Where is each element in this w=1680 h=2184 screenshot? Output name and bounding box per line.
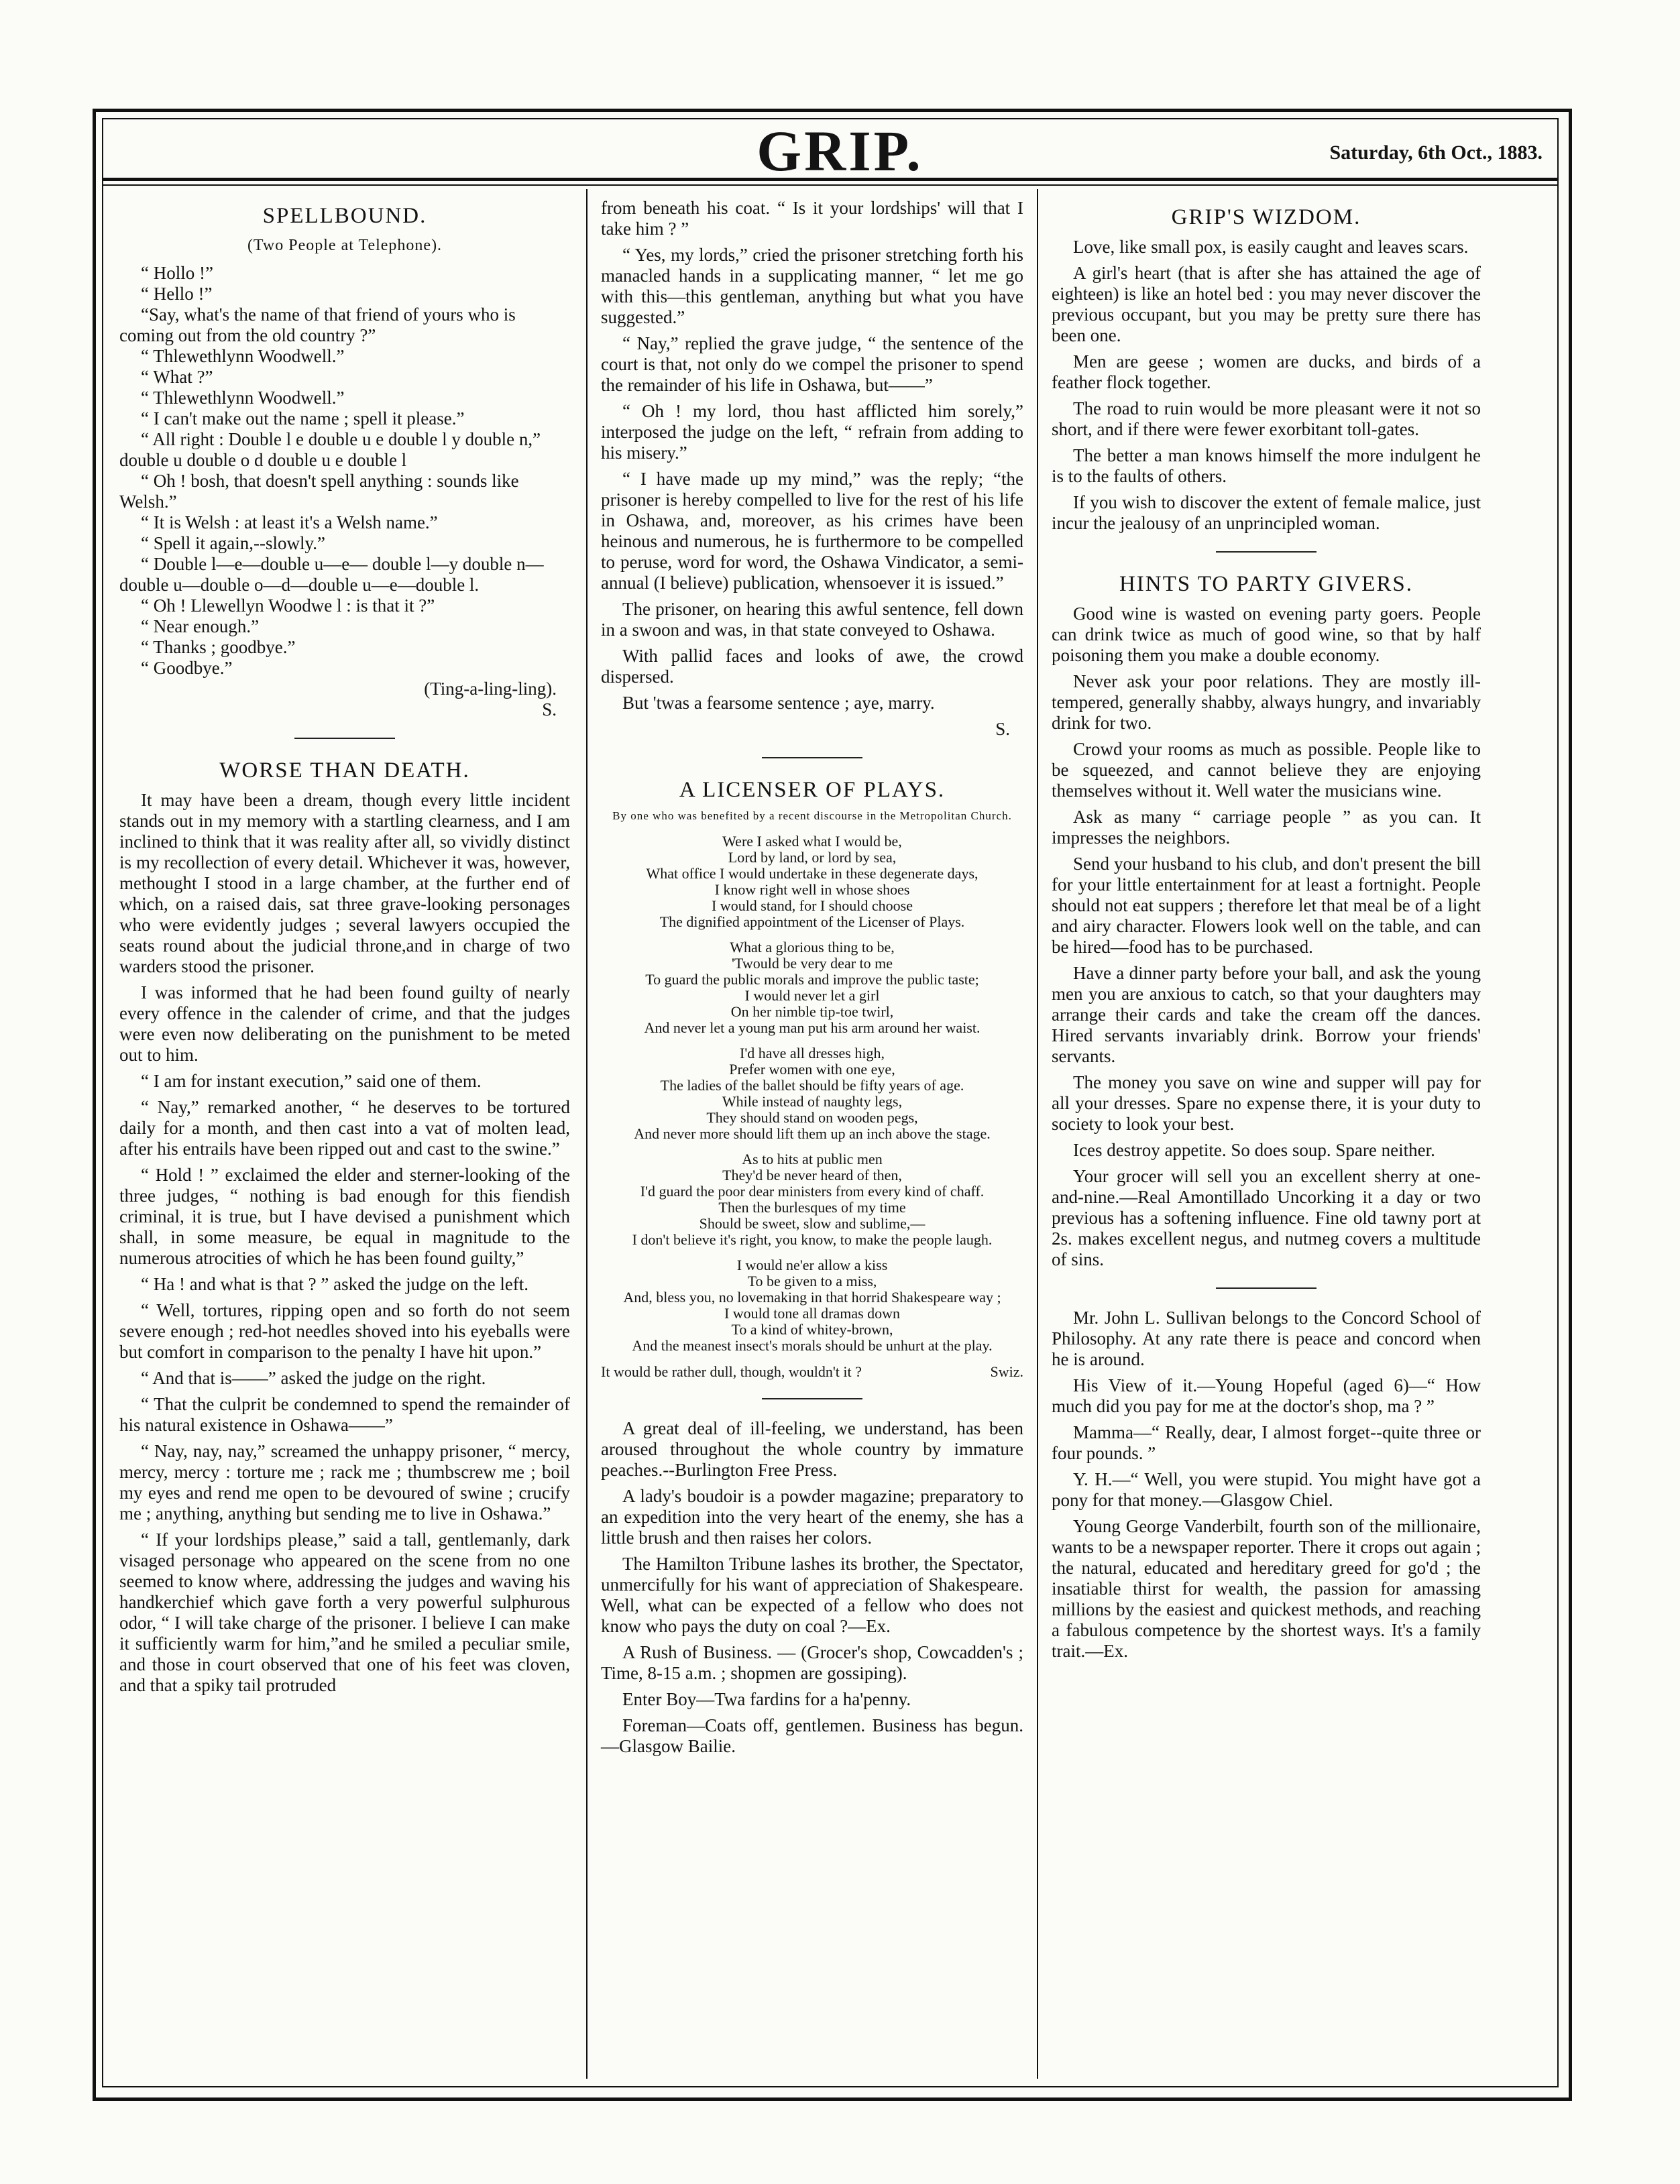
section-divider xyxy=(762,757,862,758)
poem-line: And the meanest insect's morals should be unhurt at the play. xyxy=(632,1337,993,1354)
paragraph: “ Hello !” xyxy=(141,284,213,304)
paragraph: Ices destroy appetite. So does soup. Spare neither. xyxy=(1073,1140,1435,1160)
paragraph: The prisoner, on hearing this awful sentence, fell down in a swoon and was, in that state conveyed to Oshawa. xyxy=(601,599,1023,640)
poem-line: I know right well in whose shoes xyxy=(714,881,910,898)
paragraph: “ I can't make out the name ; spell it please.” xyxy=(141,408,465,428)
poem-stanza xyxy=(601,939,1023,1036)
poem-line: Then the burlesques of my time xyxy=(718,1199,906,1216)
worse-body xyxy=(119,790,570,1696)
paragraph: But 'twas a fearsome sentence ; aye, marry. xyxy=(622,693,935,713)
column-rule-2 xyxy=(1037,189,1038,2079)
poem-stanza xyxy=(601,1045,1023,1142)
paragraph: Love, like small pox, is easily caught and leaves scars. xyxy=(1073,237,1469,257)
poem-line: Were I asked what I would be, xyxy=(722,833,902,850)
worse-title: WORSE THAN DEATH. xyxy=(219,758,470,783)
spellbound-tag: (Ting-a-ling-ling). xyxy=(424,679,557,699)
poem-line: They'd be never heard of then, xyxy=(722,1167,902,1184)
poem-line: On her nimble tip-toe twirl, xyxy=(730,1003,894,1020)
spellbound-title: SPELLBOUND. xyxy=(262,204,427,228)
paragraph: “ Oh ! Llewellyn Woodwe l : is that it ?” xyxy=(141,595,435,616)
paragraph: Send your husband to his club, and don't present the bill for your little entertainment for at least a fortnight. People should not eat suppers ; therefore let that meal be of a light and airy character. Flowers look well on the table, and can be hired—food has to be purchased. xyxy=(1052,854,1481,957)
masthead-title: GRIP. xyxy=(757,119,923,183)
paragraph: “ Ha ! and what is that ? ” asked the judge on the left. xyxy=(141,1274,529,1294)
paragraph: “ Thlewethlynn Woodwell.” xyxy=(141,346,345,366)
paragraph: Your grocer will sell you an excellent sherry at one-and-nine.—Real Amontillado Uncorking it a day or two previous has a softening influence. Fine old tawny port at 2s. makes excellent negus, and nutmeg covers a multitude of sins. xyxy=(1052,1166,1481,1269)
paragraph: “ Goodbye.” xyxy=(141,658,233,678)
section-divider xyxy=(762,1398,862,1399)
worse-signature: S. xyxy=(995,719,1010,739)
section-divider xyxy=(294,738,395,739)
paragraph: Enter Boy—Twa fardins for a ha'penny. xyxy=(622,1689,911,1709)
worse-continuation xyxy=(601,198,1023,713)
poem-line: I'd guard the poor dear ministers from every kind of chaff. xyxy=(640,1183,985,1200)
poem-line: And, bless you, no lovemaking in that horrid Shakespeare way ; xyxy=(623,1289,1001,1306)
poem-stanza xyxy=(601,834,1023,930)
poem-line: And never more should lift them up an inch above the stage. xyxy=(634,1125,991,1142)
licenser-subtitle: By one who was benefited by a recent discourse in the Metropolitan Church. xyxy=(612,809,1012,822)
licenser-poem xyxy=(601,834,1023,1354)
hints-title: HINTS TO PARTY GIVERS. xyxy=(1119,572,1414,596)
licenser-last-line xyxy=(601,1363,1023,1381)
paragraph: “ That the culprit be condemned to spend the remainder of his natural existence in Oshawa——” xyxy=(119,1394,570,1435)
licenser-closing-line: It would be rather dull, though, wouldn't it ? xyxy=(601,1363,862,1380)
paragraph: Mamma—“ Really, dear, I almost forget--quite three or four pounds. ” xyxy=(1052,1422,1481,1463)
paragraph: A great deal of ill-feeling, we understand, has been aroused throughout the whole country by immature peaches.--Burlington Free Press. xyxy=(601,1418,1023,1480)
paragraph: “ Nay, nay, nay,” screamed the unhappy prisoner, “ mercy, mercy, mercy : torture me ; rack me ; thumbscrew me ; boil my eyes and rend me open to be devoured of swine ; crucify me ; anything, anything but sending me to live in Oshawa.” xyxy=(119,1441,570,1524)
paragraph: The road to ruin would be more pleasant were it not so short, and if there were fewer exorbitant toll-gates. xyxy=(1052,398,1481,439)
column-2-paragraphs xyxy=(601,1418,1023,1757)
paragraph: “ Nay,” remarked another, “ he deserves to be tortured daily for a month, and then cast into a vat of molten lead, after his entrails have been ripped out and cast to the swine.” xyxy=(119,1097,570,1159)
paragraph: Good wine is wasted on evening party goers. People can drink twice as much of good wine, so that by half poisoning them you make a double economy. xyxy=(1052,604,1481,665)
paragraph: Young George Vanderbilt, fourth son of the millionaire, wants to be a newspaper reporter. There it crops out again ; the natural, educated and hereditary greed for go'd ; the insatiable thirst for wealth, the passion for amassing millions by the easiest and quickest methods, and reaching a fabulous competence by the shortest ways. It's a family trait.—Ex. xyxy=(1052,1516,1481,1661)
poem-line: I would ne'er allow a kiss xyxy=(736,1257,888,1273)
poem-line: I'd have all dresses high, xyxy=(740,1045,885,1061)
paragraph: “Say, what's the name of that friend of yours who is coming out from the old country ?” xyxy=(119,304,516,345)
paragraph: “ Nay,” replied the grave judge, “ the sentence of the court is that, not only do we compel the prisoner to spend the remainder of his life in Oshawa, but——” xyxy=(601,333,1023,395)
paragraph: Foreman—Coats off, gentlemen. Business has begun.—Glasgow Bailie. xyxy=(601,1715,1023,1756)
paragraph: “ If your lordships please,” said a tall, gentlemanly, dark visaged personage who appeared on the scene from no one seemed to know where, addressing the judges and waving his handkerchief which gave forth a very powerful sulphurous odor, “ I will take charge of the prisoner. I believe I can make it sufficiently warm for him,”and he smiled a peculiar smile, and those in court observed that one of his feet was cloven, and that a spiky tail protruded xyxy=(119,1530,570,1695)
hints-body xyxy=(1052,604,1481,1270)
column-1 xyxy=(119,198,570,1701)
paragraph: “ What ?” xyxy=(141,367,213,387)
column-3-paragraphs xyxy=(1052,1308,1481,1662)
masthead-rule-thin xyxy=(102,184,1559,186)
paragraph: “ Double l—e—double u—e— double l—y double n—double u—double o—d—double u—e—double l. xyxy=(119,554,544,595)
poem-line: To guard the public morals and improve the public taste; xyxy=(645,971,979,988)
poem-line: While instead of naughty legs, xyxy=(722,1093,903,1110)
column-2 xyxy=(601,198,1023,1762)
paragraph: Have a dinner party before your ball, and ask the young men you are anxious to catch, so that your daughters may arrange their cards and take the cream off the dances. Hired servants invariably drink. Borrow your friends' servants. xyxy=(1052,963,1481,1066)
poem-line: The dignified appointment of the Licenser of Plays. xyxy=(659,913,965,930)
licenser-signature: Swiz. xyxy=(990,1363,1023,1380)
paragraph: The Hamilton Tribune lashes its brother, the Spectator, unmercifully for his want of appreciation of Shakespeare. Well, what can be expected of a fellow who does not know who pays the duty on coal ?—Ex. xyxy=(601,1554,1023,1636)
masthead-date: Saturday, 6th Oct., 1883. xyxy=(1329,141,1543,164)
paragraph: “ Spell it again,--slowly.” xyxy=(141,533,325,553)
poem-line: 'Twould be very dear to me xyxy=(731,955,893,972)
paragraph: Never ask your poor relations. They are mostly ill-tempered, generally shabby, always hungry, and invariably drink for two. xyxy=(1052,671,1481,733)
poem-line: Should be sweet, slow and sublime,— xyxy=(699,1215,926,1232)
paragraph: Crowd your rooms as much as possible. People like to be squeezed, and cannot believe they are enjoying themselves without it. Well water the musicians wine. xyxy=(1052,739,1481,801)
poem-line: They should stand on wooden pegs, xyxy=(706,1109,918,1126)
paragraph: “ Hollo !” xyxy=(141,263,213,283)
spellbound-body xyxy=(119,263,570,679)
paragraph: His View of it.—Young Hopeful (aged 6)—“ How much did you pay for me at the doctor's shop, ma ? ” xyxy=(1052,1375,1481,1416)
paragraph: “ It is Welsh : at least it's a Welsh name.” xyxy=(141,512,438,532)
poem-line: To be given to a miss, xyxy=(747,1273,877,1289)
poem-line: Lord by land, or lord by sea, xyxy=(728,849,897,866)
paragraph: “ I have made up my mind,” was the reply; “the prisoner is hereby compelled to live for the rest of his life in Oshawa, and, moreover, as his crimes have been heinous and numerous, he is furthermore to be compelled to peruse, word for word, the Oshawa Vindicator, a semi-annual (I believe) publication, whensoever it is issued.” xyxy=(601,469,1023,593)
section-divider xyxy=(1216,1287,1317,1289)
paragraph: “ Well, tortures, ripping open and so forth do not seem severe enough ; red-hot needles shoved into his eyeballs were but comfort in comparison to the penalty I have hit upon.” xyxy=(119,1300,570,1362)
paragraph: With pallid faces and looks of awe, the crowd dispersed. xyxy=(601,646,1023,687)
paragraph: “ Thanks ; goodbye.” xyxy=(141,637,296,657)
poem-line: The ladies of the ballet should be fifty years of age. xyxy=(660,1077,964,1094)
paragraph: “ Oh ! my lord, thou hast afflicted him sorely,” interposed the judge on the left, “ refrain from adding to his misery.” xyxy=(601,401,1023,463)
poem-line: What office I would undertake in these degenerate days, xyxy=(646,865,978,882)
paragraph: Ask as many “ carriage people ” as you can. It impresses the neighbors. xyxy=(1052,807,1481,848)
paragraph: I was informed that he had been found guilty of nearly every offence in the calender of crime, and that the judges were even now deliberating on the punishment to be meted out to him. xyxy=(119,982,570,1065)
poem-line: I would stand, for I should choose xyxy=(711,897,913,914)
wizdom-body xyxy=(1052,237,1481,534)
paragraph: “ And that is——” asked the judge on the right. xyxy=(141,1368,486,1388)
poem-line: I would never let a girl xyxy=(744,987,880,1004)
paragraph: “ All right : Double l e double u e double l y double n,” double u double o d double u e double l xyxy=(119,429,541,470)
column-rule-1 xyxy=(586,189,587,2079)
poem-line: What a glorious thing to be, xyxy=(730,939,895,956)
paragraph: The money you save on wine and supper will pay for all your dresses. Spare no expense there, it is your duty to society to look your best. xyxy=(1052,1072,1481,1134)
paragraph: “ Hold ! ” exclaimed the elder and sterner-looking of the three judges, “ nothing is bad enough for this fiendish criminal, it is true, but I have devised a punishment which shall, in some measure, be equal in magnitude to the numerous atrocities of which he has been found guilty,” xyxy=(119,1165,570,1268)
paragraph: “ Oh ! bosh, that doesn't spell anything : sounds like Welsh.” xyxy=(119,471,519,512)
paragraph: It may have been a dream, though every little incident stands out in my memory with a startling clearness, and I am inclined to think that it was reality after all, so vividly distinct is my recollection of every detail. Whichever it was, however, methought I stood in a large chamber, at the further end of which, on a raised dais, sat three grave-looking personages who were evidently judges ; several lawyers occupied the seats round about the judicial throne,and in charge of two warders stood the prisoner. xyxy=(119,790,570,976)
poem-stanza xyxy=(601,1257,1023,1354)
paragraph: A Rush of Business. — (Grocer's shop, Cowcadden's ; Time, 8-15 a.m. ; shopmen are gossiping). xyxy=(601,1642,1023,1683)
paragraph: “ I am for instant execution,” said one of them. xyxy=(141,1071,482,1091)
paragraph: If you wish to discover the extent of female malice, just incur the jealousy of an unprincipled woman. xyxy=(1052,492,1481,533)
paragraph: “ Yes, my lords,” cried the prisoner stretching forth his manacled hands in a supplicating manner, “ let me go with this—this gentleman, anything but what you have suggested.” xyxy=(601,245,1023,327)
poem-line: I don't believe it's right, you know, to make the people laugh. xyxy=(632,1231,993,1248)
spellbound-signature: S. xyxy=(542,699,557,720)
paragraph: from beneath his coat. “ Is it your lordships' will that I take him ? ” xyxy=(601,198,1023,239)
column-3 xyxy=(1052,198,1481,1667)
poem-line: I would tone all dramas down xyxy=(724,1305,901,1322)
spellbound-subtitle: (Two People at Telephone). xyxy=(247,237,443,254)
paragraph: Mr. John L. Sullivan belongs to the Concord School of Philosophy. At any rate there is peace and concord when he is around. xyxy=(1052,1308,1481,1369)
section-divider xyxy=(1216,551,1317,553)
paragraph: Y. H.—“ Well, you were stupid. You might have got a pony for that money.—Glasgow Chiel. xyxy=(1052,1469,1481,1510)
poem-line: As to hits at public men xyxy=(742,1151,883,1167)
paragraph: A lady's boudoir is a powder magazine; preparatory to an expedition into the very heart of the enemy, she has a little brush and then raises her colors. xyxy=(601,1486,1023,1548)
poem-line: Prefer women with one eye, xyxy=(729,1061,895,1078)
wizdom-title: GRIP'S WIZDOM. xyxy=(1171,205,1361,229)
paragraph: A girl's heart (that is after she has attained the age of eighteen) is like an hotel bed : you may never discover the previous occupant, but you may be pretty sure there has been one. xyxy=(1052,263,1481,345)
poem-line: To a kind of whitey-brown, xyxy=(731,1321,893,1338)
poem-line: And never let a young man put his arm around her waist. xyxy=(644,1019,981,1036)
masthead-rule xyxy=(102,178,1559,181)
paragraph: Men are geese ; women are ducks, and birds of a feather flock together. xyxy=(1052,351,1481,392)
paragraph: The better a man knows himself the more indulgent he is to the faults of others. xyxy=(1052,445,1481,486)
paragraph: “ Near enough.” xyxy=(141,616,260,636)
poem-stanza xyxy=(601,1151,1023,1248)
licenser-title: A LICENSER OF PLAYS. xyxy=(679,778,946,802)
paragraph: “ Thlewethlynn Woodwell.” xyxy=(141,388,345,408)
